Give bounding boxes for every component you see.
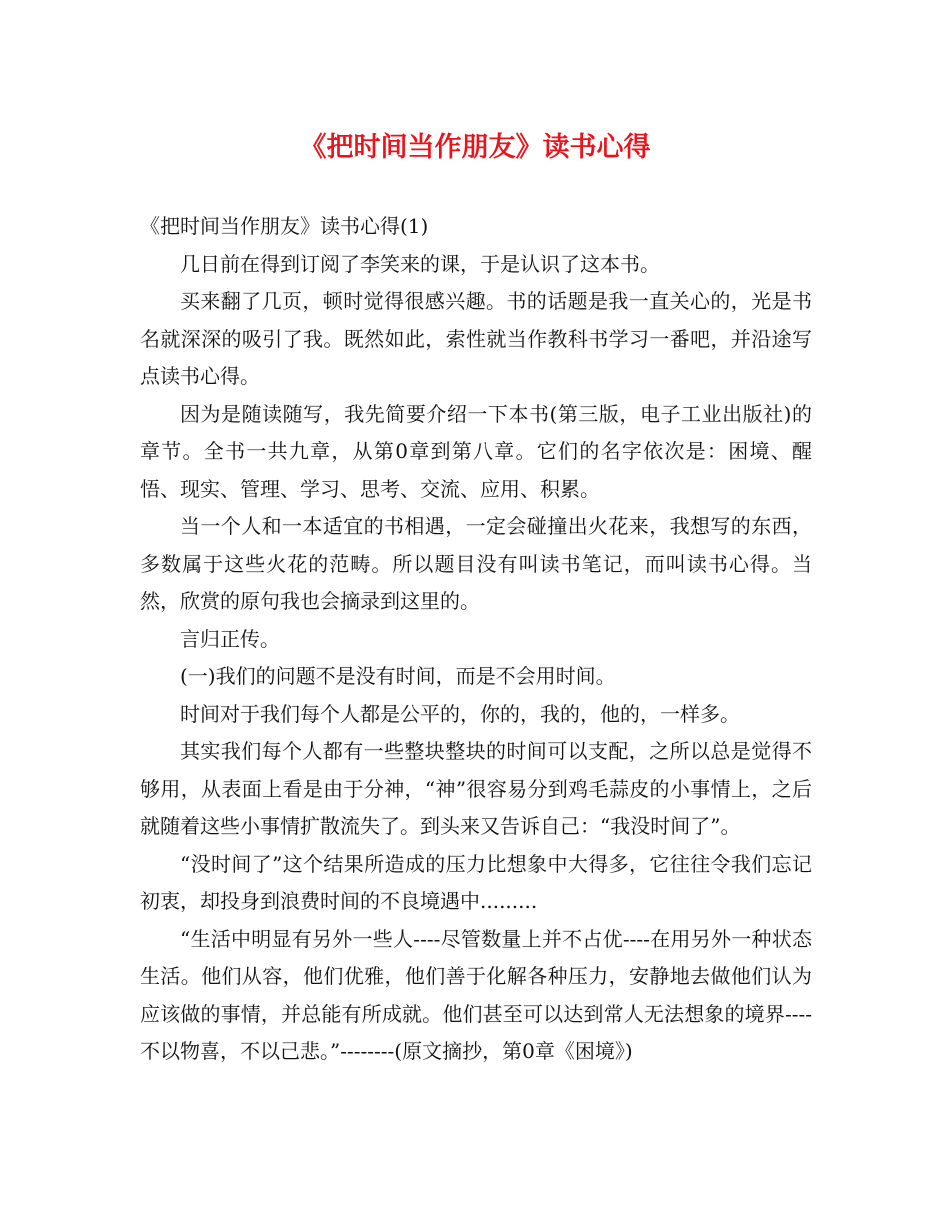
paragraph: 买来翻了几页，顿时觉得很感兴趣。书的话题是我一直关心的，光是书名就深深的吸引了我。既然如此，索性就当作教科书学习一番吧，并沿途写点读书心得。 xyxy=(140,289,812,388)
section-heading: 《把时间当作朋友》读书心得(1) xyxy=(140,214,429,238)
paragraph: 几日前在得到订阅了李笑来的课，于是认识了这本书。 xyxy=(180,251,660,276)
paragraph: 时间对于我们每个人都是公平的，你的，我的，他的，一样多。 xyxy=(180,701,740,726)
document-title: 《把时间当作朋友》读书心得 xyxy=(299,132,651,163)
paragraph: 当一个人和一本适宜的书相遇，一定会碰撞出火花来，我想写的东西，多数属于这些火花的范畴。所以题目没有叫读书笔记，而叫读书心得。当然，欣赏的原句我也会摘录到这里的。 xyxy=(140,514,812,613)
document-body xyxy=(140,208,812,1071)
paragraph: 言归正传。 xyxy=(180,626,280,651)
paragraph: (一)我们的问题不是没有时间，而是不会用时间。 xyxy=(180,664,616,688)
paragraph: “没时间了”这个结果所造成的压力比想象中大得多，它往往令我们忘记初衷，却投身到浪费时间的不良境遇中......... xyxy=(140,851,812,913)
paragraph: 其实我们每个人都有一些整块整块的时间可以支配，之所以总是觉得不够用，从表面上看是由于分神，“神”很容易分到鸡毛蒜皮的小事情上，之后就随着这些小事情扩散流失了。到头来又告诉自己：“我没时间了”。 xyxy=(140,739,812,838)
quote-paragraph: “生活中明显有另外一些人----尽管数量上并不占优----在用另外一种状态生活。他们从容，他们优雅，他们善于化解各种压力，安静地去做他们认为应该做的事情，并总能有所成就。他们甚至可以达到常人无法想象的境界----不以物喜，不以己悲。”--------(原文摘抄，第0章《困境》) xyxy=(140,926,812,1063)
paragraph: 因为是随读随写，我先简要介绍一下本书(第三版，电子工业出版社)的章节。全书一共九章，从第0章到第八章。它们的名字依次是：困境、醒悟、现实、管理、学习、思考、交流、应用、积累。 xyxy=(140,401,812,501)
